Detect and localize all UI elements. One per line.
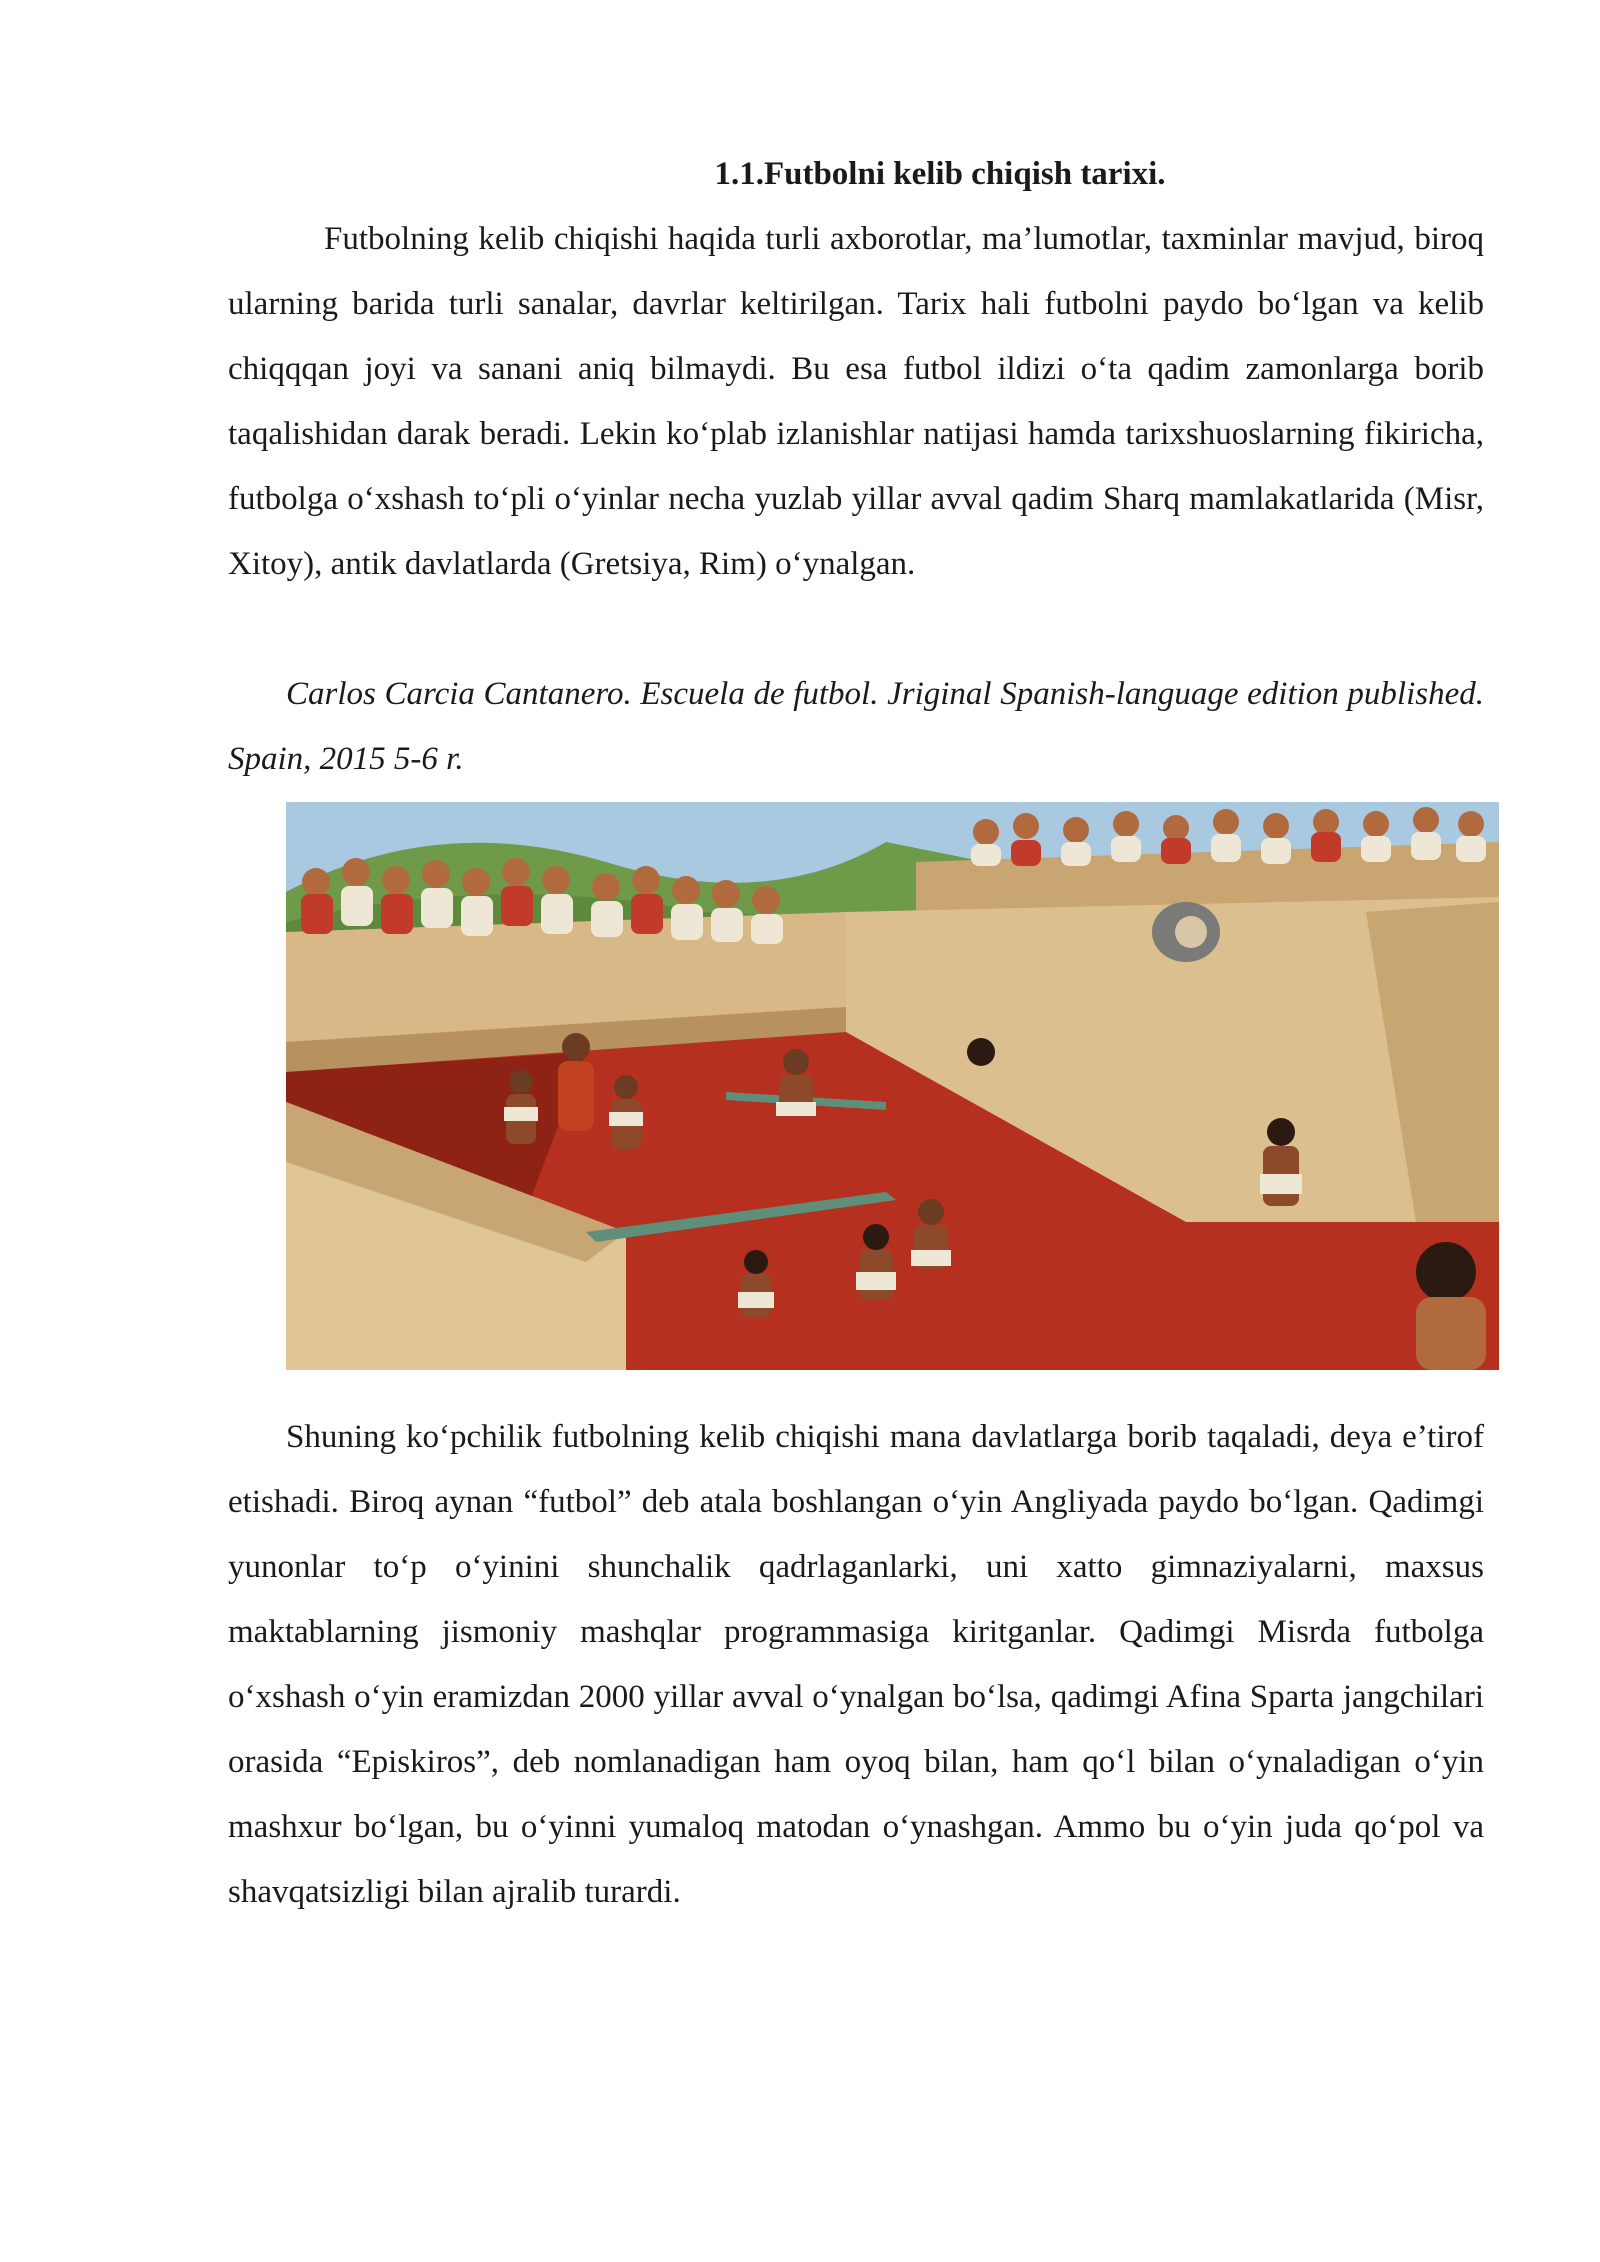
citation (228, 662, 1484, 792)
ancient-ballgame-illustration (286, 802, 1499, 1370)
page-title: 1.1.Futbolni kelib chiqish tarixi. (714, 156, 1166, 192)
citation-text: Carlos Carcia Cantanero. Escuela de futbol. Jriginal Spanish-language edition published. Spain, 2015 5-6 r. (228, 676, 1484, 777)
paragraph-history (228, 1405, 1484, 1925)
paragraph-intro (228, 207, 1484, 597)
paragraph-history-text: Shuning ko‘pchilik futbolning kelib chiqishi mana davlatlarga borib taqaladi, deya e’tirof etishadi. Biroq aynan “futbol” deb atala boshlangan o‘yin Angliyada paydo bo‘lgan. Qadimgi yunonlar to‘p o‘yinini shunchalik qadrlaganlarki, uni xatto gimnaziyalarni, maxsus maktablarning jismoniy mashqlar programmasiga kiritganlar. Qadimgi Misrda futbolga o‘xshash o‘yin eramizdan 2000 yillar avval o‘ynalgan bo‘lsa, qadimgi Afina Sparta jangchilari orasida “Episkiros”, deb nomlanadigan ham oyoq bilan, ham qo‘l bilan o‘ynaladigan o‘yin mashxur bo‘lgan, bu o‘yinni yumaloq matodan o‘ynashgan. Ammo bu o‘yin juda qo‘pol va shavqatsizligi bilan ajralib turardi. (228, 1419, 1484, 1910)
paragraph-intro-text: Futbolning kelib chiqishi haqida turli axborotlar, ma’lumotlar, taxminlar mavjud, biroq ularning barida turli sanalar, davrlar keltirilgan. Tarix hali futbolni paydo bo‘lgan va kelib chiqqqan joyi va sanani aniq bilmaydi. Bu esa futbol ildizi o‘ta qadim zamonlarga borib taqalishidan darak beradi. Lekin ko‘plab izlanishlar natijasi hamda tarixshuoslarning fikiricha, futbolga o‘xshash to‘pli o‘yinlar necha yuzlab yillar avval qadim Sharq mamlakatlarida (Misr, Xitoy), antik davlatlarda (Gretsiya, Rim) o‘ynalgan. (228, 221, 1484, 582)
